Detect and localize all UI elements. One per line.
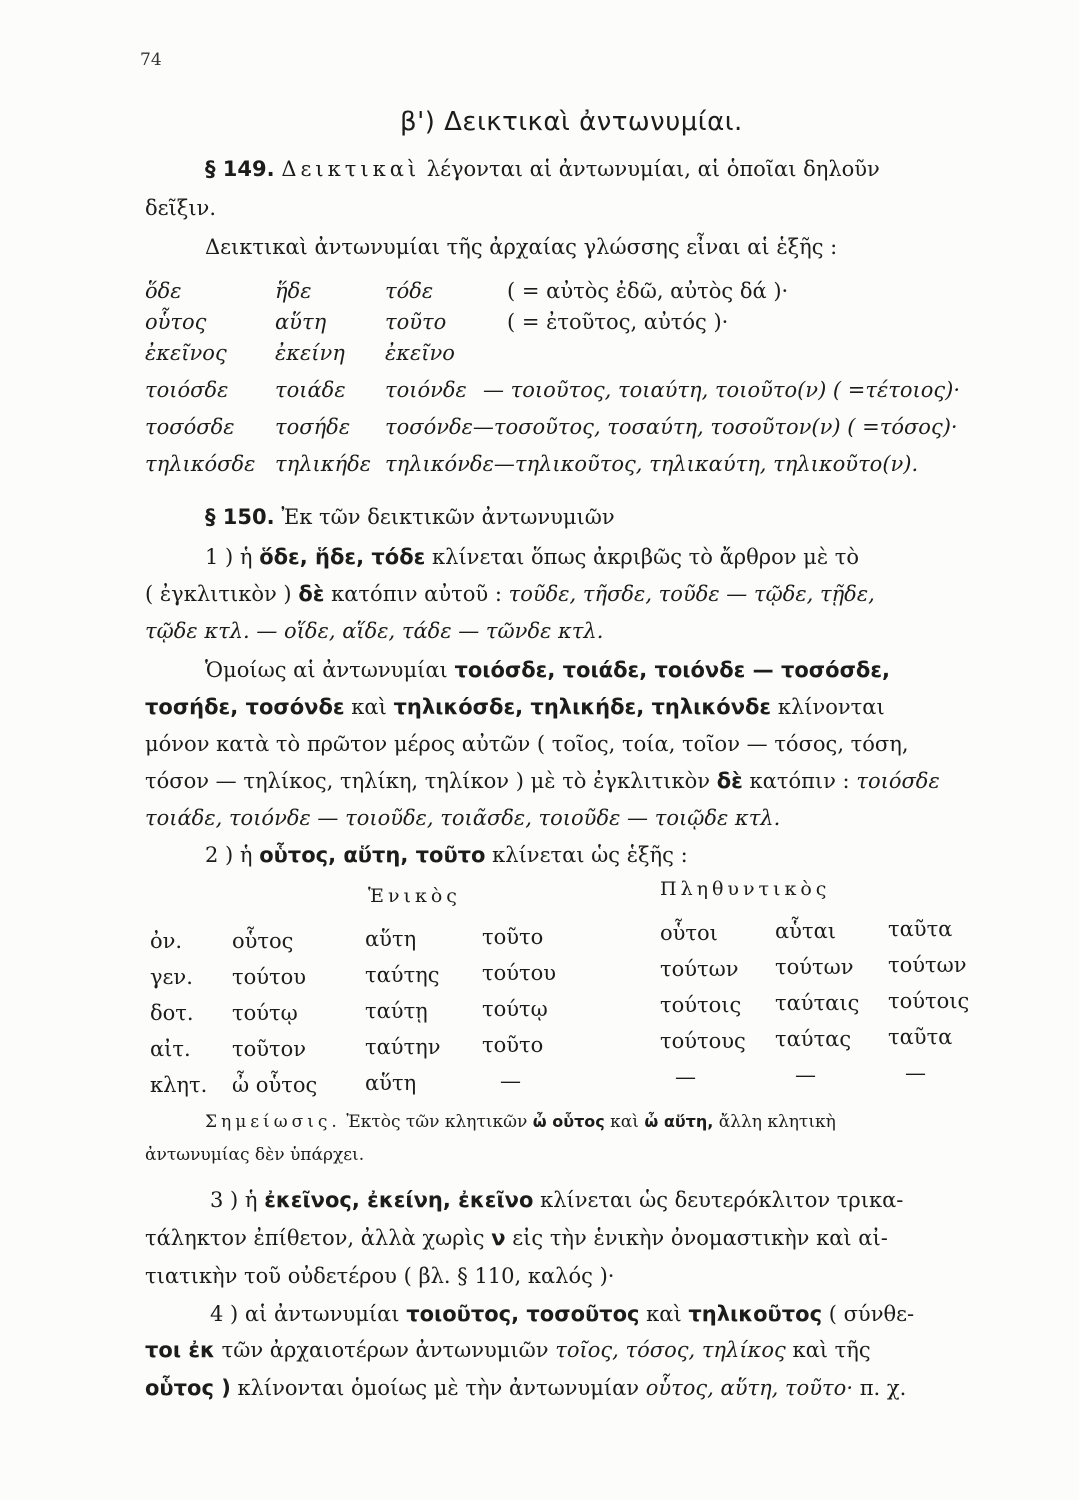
p5-bold2: τηλικοῦτος xyxy=(688,1302,823,1326)
section-heading: β') Δεικτικαὶ ἀντωνυμίαι. xyxy=(400,107,743,137)
p1-pronouns: ὅδε, ἥδε, τόδε xyxy=(259,545,426,569)
pronoun-neut: ἐκεῖνο xyxy=(385,341,455,365)
form-cell: τούτου xyxy=(482,961,557,985)
form-cell: ταύταις xyxy=(775,991,860,1015)
p4-line1 xyxy=(210,1188,903,1213)
form-cell: — xyxy=(905,1061,926,1085)
s150-p3-line xyxy=(205,843,688,868)
note-line2: ἀντωνυμίας δὲν ὑπάρχει. xyxy=(145,1145,365,1165)
form-cell: τοῦτο xyxy=(482,925,544,949)
pronoun-gloss: ( = αὐτὸς ἐδῶ, αὐτὸς δά )· xyxy=(507,279,789,303)
form-cell: τούτου xyxy=(232,965,307,989)
note-bold1: ὦ οὗτος xyxy=(532,1112,605,1131)
p1-enclitic: ( ἐγκλιτικὸν ) xyxy=(145,582,292,606)
form-cell: τοῦτον xyxy=(232,1037,307,1061)
p3-text: κλίνεται ὡς ἑξῆς : xyxy=(492,843,688,867)
form-cell: αὕτη xyxy=(365,927,417,951)
p2-l4-mid: κατόπιν : xyxy=(749,769,850,793)
s150-p1-line2 xyxy=(145,582,875,607)
p5-l3-bold: οὗτος ) xyxy=(145,1376,231,1400)
pronoun-neut: τηλικόνδε—τηλικοῦτος, τηλικαύτη, τηλικοῦτο(ν). xyxy=(385,452,919,476)
p5-l2-end: καὶ τῆς xyxy=(792,1338,871,1362)
s149-text2: δεῖξιν. xyxy=(145,196,216,220)
p2-l4-pre: τόσον — τηλίκος, τηλίκη, τηλίκον ) μὲ τὸ ἐγκλιτικὸν xyxy=(145,769,711,793)
pronoun-masc: τηλικόσδε xyxy=(145,452,256,476)
pronoun-fem: ἐκείνη xyxy=(275,341,345,365)
pronoun-neut: τοῦτο xyxy=(385,310,447,334)
case-label: δοτ. xyxy=(150,1001,194,1025)
pronoun-neut: τοσόνδε—τοσοῦτος, τοσαύτη, τοσοῦτον(ν) ( =τόσος)· xyxy=(385,415,958,439)
s149-line1 xyxy=(205,157,880,182)
pronoun-fem: τηλικήδε xyxy=(275,452,372,476)
form-cell: ταύτην xyxy=(365,1035,441,1059)
pronoun-gloss: ( = ἐτοῦτος, αὐτός )· xyxy=(507,310,729,334)
p4-line2 xyxy=(145,1226,888,1251)
pronoun-masc: οὗτος xyxy=(145,310,207,334)
p5-line1 xyxy=(210,1302,914,1327)
form-cell: — xyxy=(795,1063,816,1087)
form-cell: τούτων xyxy=(660,957,739,981)
p5-kai: καὶ xyxy=(646,1302,682,1326)
s150-p1-line3: τῷδε κτλ. — οἵδε, αἵδε, τάδε — τῶνδε κτλ. xyxy=(145,619,604,643)
pronoun-gloss: — τοιοῦτος, τοιαύτη, τοιοῦτο(ν) ( =τέτοιος)· xyxy=(483,378,961,402)
p2-pronouns-3: τηλικόσδε, τηλικήδε, τηλικόνδε xyxy=(393,695,772,719)
p1-forms: τοῦδε, τῆσδε, τοῦδε — τῷδε, τῇδε, xyxy=(508,582,875,606)
note-kai: καὶ xyxy=(610,1112,639,1132)
note-end: ἄλλη κλητικὴ xyxy=(718,1112,836,1132)
note-bold2: ὦ αὕτη, xyxy=(644,1112,714,1131)
p2-kai: καὶ xyxy=(351,695,387,719)
form-cell: ταύτῃ xyxy=(365,999,428,1023)
p1-number: 1 ) ἡ xyxy=(205,545,253,569)
p5-l3-forms: οὗτος, αὕτη, τοῦτο· xyxy=(645,1376,853,1400)
p5-line3 xyxy=(145,1376,906,1401)
plural-header: Πληθυντικὸς xyxy=(660,878,831,900)
p4-number: 3 ) ἡ xyxy=(210,1188,258,1212)
s150-p2-line1 xyxy=(205,658,890,683)
p1-de: δὲ xyxy=(298,582,325,606)
p5-l2-bold: τοι ἐκ xyxy=(145,1338,215,1362)
form-cell: τούτους xyxy=(660,1029,746,1053)
s150-p1-line1 xyxy=(205,545,859,570)
p5-l2-forms: τοῖος, τόσος, τηλίκος xyxy=(555,1338,786,1362)
p2-pronouns-1: τοιόσδε, τοιάδε, τοιόνδε — τοσόσδε, xyxy=(454,658,891,682)
form-cell: ταύτας xyxy=(775,1027,852,1051)
p5-l2-mid: τῶν ἀρχαιοτέρων ἀντωνυμιῶν xyxy=(221,1338,549,1362)
p1-text: κλίνεται ὅπως ἀκριβῶς τὸ ἄρθρον μὲ τὸ xyxy=(432,545,860,569)
s149-intro: Δεικτικαὶ ἀντωνυμίαι τῆς ἀρχαίας γλώσσης εἶναι αἱ ἑξῆς : xyxy=(205,235,838,259)
p2-pronouns-2: τοσήδε, τοσόνδε xyxy=(145,695,345,719)
form-cell: — xyxy=(675,1065,696,1089)
form-cell: ταῦτα xyxy=(888,1025,953,1049)
s150-intro-line xyxy=(205,505,615,530)
singular-header: Ἑνικὸς xyxy=(368,885,461,907)
p5-l3-mid: κλίνονται ὁμοίως μὲ τὴν ἀντωνυμίαν xyxy=(237,1376,640,1400)
form-cell: οὗτοι xyxy=(660,921,718,945)
form-cell: τούτοις xyxy=(888,989,970,1013)
note-pre: Ἐκτὸς τῶν κλητικῶν xyxy=(346,1112,528,1132)
pronoun-neut: τοιόνδε xyxy=(385,378,467,402)
s150-mark: § 150. xyxy=(205,505,275,529)
s150-p2-line2 xyxy=(145,695,885,720)
pronoun-masc: τοιόσδε xyxy=(145,378,229,402)
p2-l4-form: τοιόσδε xyxy=(856,769,940,793)
s150-p2-line3: μόνον κατὰ τὸ πρῶτον μέρος αὐτῶν ( τοῖος, τοία, τοῖον — τόσος, τόση, xyxy=(145,732,909,756)
note-label: Σημείωσις. xyxy=(205,1112,341,1132)
p3-pronouns: οὗτος, αὕτη, τοῦτο xyxy=(259,843,486,867)
s150-p2-line4 xyxy=(145,769,940,794)
pronoun-masc: ὅδε xyxy=(145,279,182,303)
form-cell: αὕτη xyxy=(365,1071,417,1095)
p2-intro: Ὁμοίως αἱ ἀντωνυμίαι xyxy=(205,658,448,682)
p5-number: 4 ) αἱ ἀντωνυμίαι xyxy=(210,1302,400,1326)
s150-p2-line5: τοιάδε, τοιόνδε — τοιοῦδε, τοιᾶσδε, τοιοῦδε — τοιῷδε κτλ. xyxy=(145,806,781,830)
form-cell: τούτων xyxy=(775,955,854,979)
form-cell: τούτῳ xyxy=(482,997,548,1021)
p5-l3-end: π. χ. xyxy=(859,1376,907,1400)
form-cell: τούτῳ xyxy=(232,1001,298,1025)
p2-l4-de: δὲ xyxy=(716,769,743,793)
p2-end: κλίνονται xyxy=(777,695,885,719)
pronoun-masc: τοσόσδε xyxy=(145,415,235,439)
pronoun-neut: τόδε xyxy=(385,279,434,303)
p4-l1-end: κλίνεται ὡς δευτερόκλιτον τρικα- xyxy=(540,1188,904,1212)
case-label: γεν. xyxy=(150,965,193,989)
s149-text1: λέγονται αἱ ἀντωνυμίαι, αἱ ὁποῖαι δηλοῦν xyxy=(426,157,880,181)
p1-after: κατόπιν αὐτοῦ : xyxy=(331,582,502,606)
pronoun-masc: ἐκεῖνος xyxy=(145,341,227,365)
s149-term: Δεικτικαὶ xyxy=(281,157,421,181)
case-label: κλητ. xyxy=(150,1073,208,1097)
p4-nu: ν xyxy=(491,1226,506,1250)
form-cell: ταῦτα xyxy=(888,917,953,941)
p5-bold1: τοιοῦτος, τοσοῦτος xyxy=(406,1302,640,1326)
form-cell: τοῦτο xyxy=(482,1033,544,1057)
form-cell: ταύτης xyxy=(365,963,440,987)
p4-l2-end: εἰς τὴν ἑνικὴν ὀνομαστικὴν καὶ αἰ- xyxy=(512,1226,888,1250)
case-label: αἰτ. xyxy=(150,1037,191,1061)
s150-intro: Ἐκ τῶν δεικτικῶν ἀντωνυμιῶν xyxy=(281,505,615,529)
pronoun-fem: αὕτη xyxy=(275,310,327,334)
p5-line2 xyxy=(145,1338,871,1363)
form-cell: οὗτος xyxy=(232,929,294,953)
pronoun-fem: ἥδε xyxy=(275,279,312,303)
form-cell: αὗται xyxy=(775,919,836,943)
form-cell: τούτων xyxy=(888,953,967,977)
note-line1 xyxy=(205,1112,836,1132)
p5-l1-end: ( σύνθε- xyxy=(828,1302,915,1326)
form-cell: ὦ οὗτος xyxy=(232,1073,318,1097)
page-number: 74 xyxy=(140,50,162,70)
pronoun-fem: τοιάδε xyxy=(275,378,346,402)
p4-line3: τιατικὴν τοῦ οὐδετέρου ( βλ. § 110, καλός )· xyxy=(145,1264,615,1288)
p4-l2-pre: τάληκτον ἐπίθετον, ἀλλὰ χωρὶς xyxy=(145,1226,485,1250)
pronoun-fem: τοσήδε xyxy=(275,415,351,439)
form-cell: — xyxy=(500,1069,521,1093)
p3-number: 2 ) ἡ xyxy=(205,843,253,867)
case-label: ὀν. xyxy=(150,929,183,953)
p4-pronouns: ἐκεῖνος, ἐκείνη, ἐκεῖνο xyxy=(264,1188,534,1212)
form-cell: τούτοις xyxy=(660,993,742,1017)
s149-mark: § 149. xyxy=(205,157,275,181)
